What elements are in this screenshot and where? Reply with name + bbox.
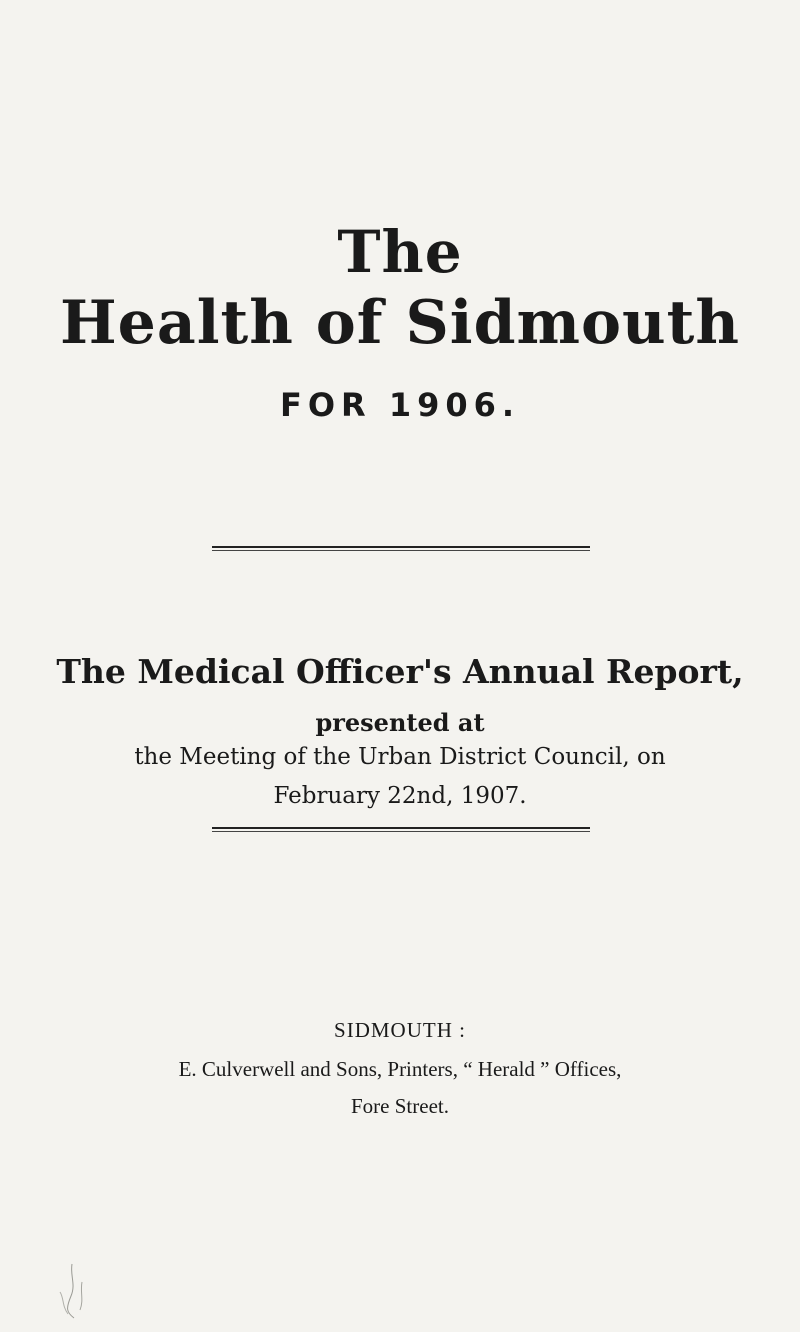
margin-ink-mark [52, 1262, 92, 1320]
title-line-health-of-sidmouth: Health of Sidmouth [59, 288, 741, 358]
divider-rule-top [212, 546, 590, 548]
date-line: February 22nd, 1907. [273, 783, 527, 809]
title-line-year: FOR 1906. [279, 386, 521, 424]
imprint-place: SIDMOUTH : [334, 1018, 466, 1042]
imprint-printer: E. Culverwell and Sons, Printers, “ Herald ” Offices, [178, 1057, 622, 1081]
meeting-line: the Meeting of the Urban District Council, on [134, 744, 666, 770]
report-subtitle: The Medical Officer's Annual Report, [56, 652, 744, 691]
imprint-street: Fore Street. [351, 1094, 449, 1118]
divider-rule-bottom [212, 827, 590, 829]
title-line-the: The [337, 218, 463, 286]
presented-at-line: presented at [315, 708, 485, 737]
